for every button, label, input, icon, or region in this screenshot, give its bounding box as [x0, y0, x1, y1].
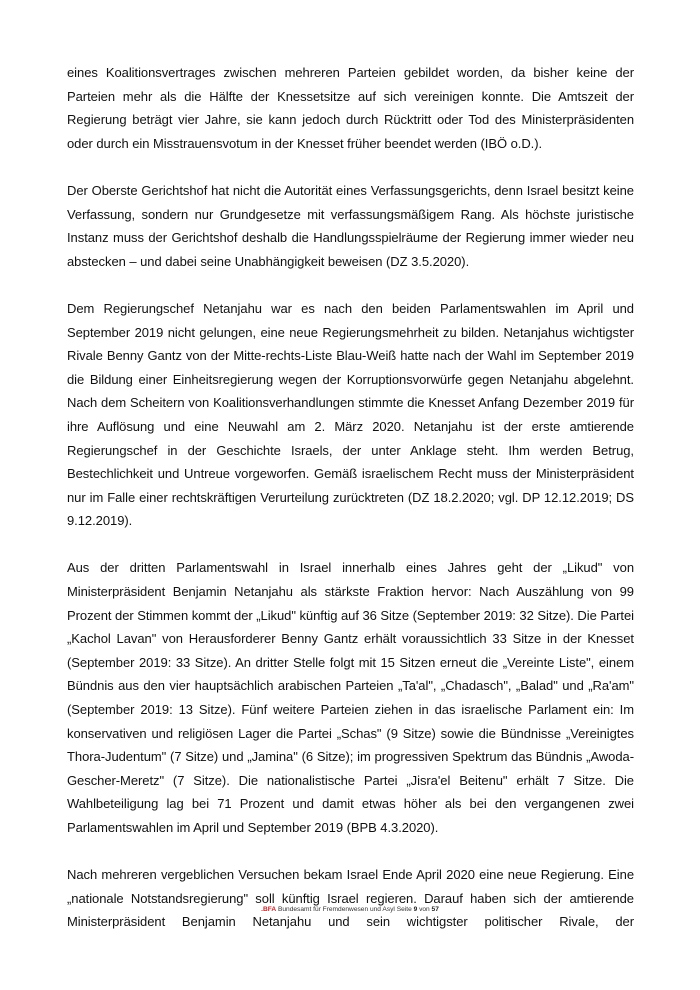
footer-dot: . [261, 906, 263, 913]
footer-org-name: Bundesamt für Fremdenwesen und Asyl Seite [276, 906, 414, 913]
page-number-current: 9 [413, 906, 418, 913]
document-body [67, 61, 634, 934]
paragraph-netanyahu-elections-2019: Dem Regierungschef Netanjahu war es nach den beiden Parlamentswahlen im April und September 2019 nicht gelungen, eine neue Regierungsmehrheit zu bilden. Netanjahus wichtigster Rivale Benny Gantz von der Mitte-rechts-Liste Blau-Weiß hatte nach der Wahl im September 2019 die Bildung einer Einheitsregierung wegen der Korruptionsvorwürfe gegen Netanjahu abgelehnt. Nach dem Scheitern von Koalitionsverhandlungen stimmte die Knesset Anfang Dezember 2019 für ihre Auflösung und eine Neuwahl am 2. März 2020. Netanjahu ist der erste amtierende Regierungschef in der Geschichte Israels, der unter Anklage steht. Ihm werden Betrug, Bestechlichkeit und Untreue vorgeworfen. Gemäß israelischem Recht muss der Ministerpräsident nur im Falle einer rechtskräftigen Verurteilung zurücktreten (DZ 18.2.2020; vgl. DP 12.12.2019; DS 9.12.2019). [67, 300, 634, 529]
paragraph-emergency-government: Nach mehreren vergeblichen Versuchen bekam Israel Ende April 2020 eine neue Regierung. Eine „nationale Notstandsregierung" soll künftig Israel regieren. Darauf haben sich der amtierende Ministerpräsident Benjamin Netanjahu und sein wichtigster politischer Rivale, der [67, 867, 634, 930]
page-number-total: 57 [431, 906, 439, 913]
bfa-logo-text: BFA [262, 906, 277, 913]
page-footer [0, 906, 700, 913]
paragraph-supreme-court: Der Oberste Gerichtshof hat nicht die Autorität eines Verfassungsgerichts, denn Israel besitzt keine Verfassung, sondern nur Grundgesetze mit verfassungsmäßigem Rang. Als höchste juristische Instanz muss der Gerichtshof deshalb die Handlungsspielräume der Regierung immer wieder neu abstecken – und dabei seine Unabhängigkeit beweisen (DZ 3.5.2020). [67, 182, 634, 269]
paragraph-coalition-government: eines Koalitionsvertrages zwischen mehreren Parteien gebildet worden, da bisher keine der Parteien mehr als die Hälfte der Knessetsitze auf sich vereinigen konnte. Die Amtszeit der Regierung beträgt vier Jahre, sie kann jedoch durch Rücktritt oder Tod des Ministerpräsidenten oder durch ein Misstrauensvotum in der Knesset früher beendet werden (IBÖ o.D.). [67, 65, 634, 151]
page-number-separator: von [417, 906, 432, 913]
paragraph-election-results-2020: Aus der dritten Parlamentswahl in Israel innerhalb eines Jahres geht der „Likud" von Ministerpräsident Benjamin Netanjahu als stärkste Fraktion hervor: Nach Auszählung von 99 Prozent der Stimmen kommt der „Likud" künftig auf 36 Sitze (September 2019: 32 Sitze). Die Partei „Kachol Lavan" von Herausforderer Benny Gantz erhält voraussichtlich 33 Sitze in der Knesset (September 2019: 33 Sitze). An dritter Stelle folgt mit 15 Sitzen erneut die „Vereinte Liste", einem Bündnis aus den vier hauptsächlich arabischen Parteien „Ta'al", „Chadasch", „Balad" und „Ra'am" (September 2019: 13 Sitze). Fünf weitere Parteien ziehen in das israelische Parlament ein: Im konservativen und religiösen Lager die Partei „Schas" (9 Sitze) sowie die Bündnisse „Vereinigtes Thora-Judentum" (7 Sitze) und „Jamina" (6 Sitze); im progressiven Spektrum das Bündnis „Awoda-Gescher-Meretz" (7 Sitze). Die nationalistische Partei „Jisra'el Beitenu" erhält 7 Sitze. Die Wahlbeteiligung lag bei 71 Prozent und damit etwas höher als bei den vergangenen zwei Parlamentswahlen im April und September 2019 (BPB 4.3.2020). [67, 560, 634, 835]
